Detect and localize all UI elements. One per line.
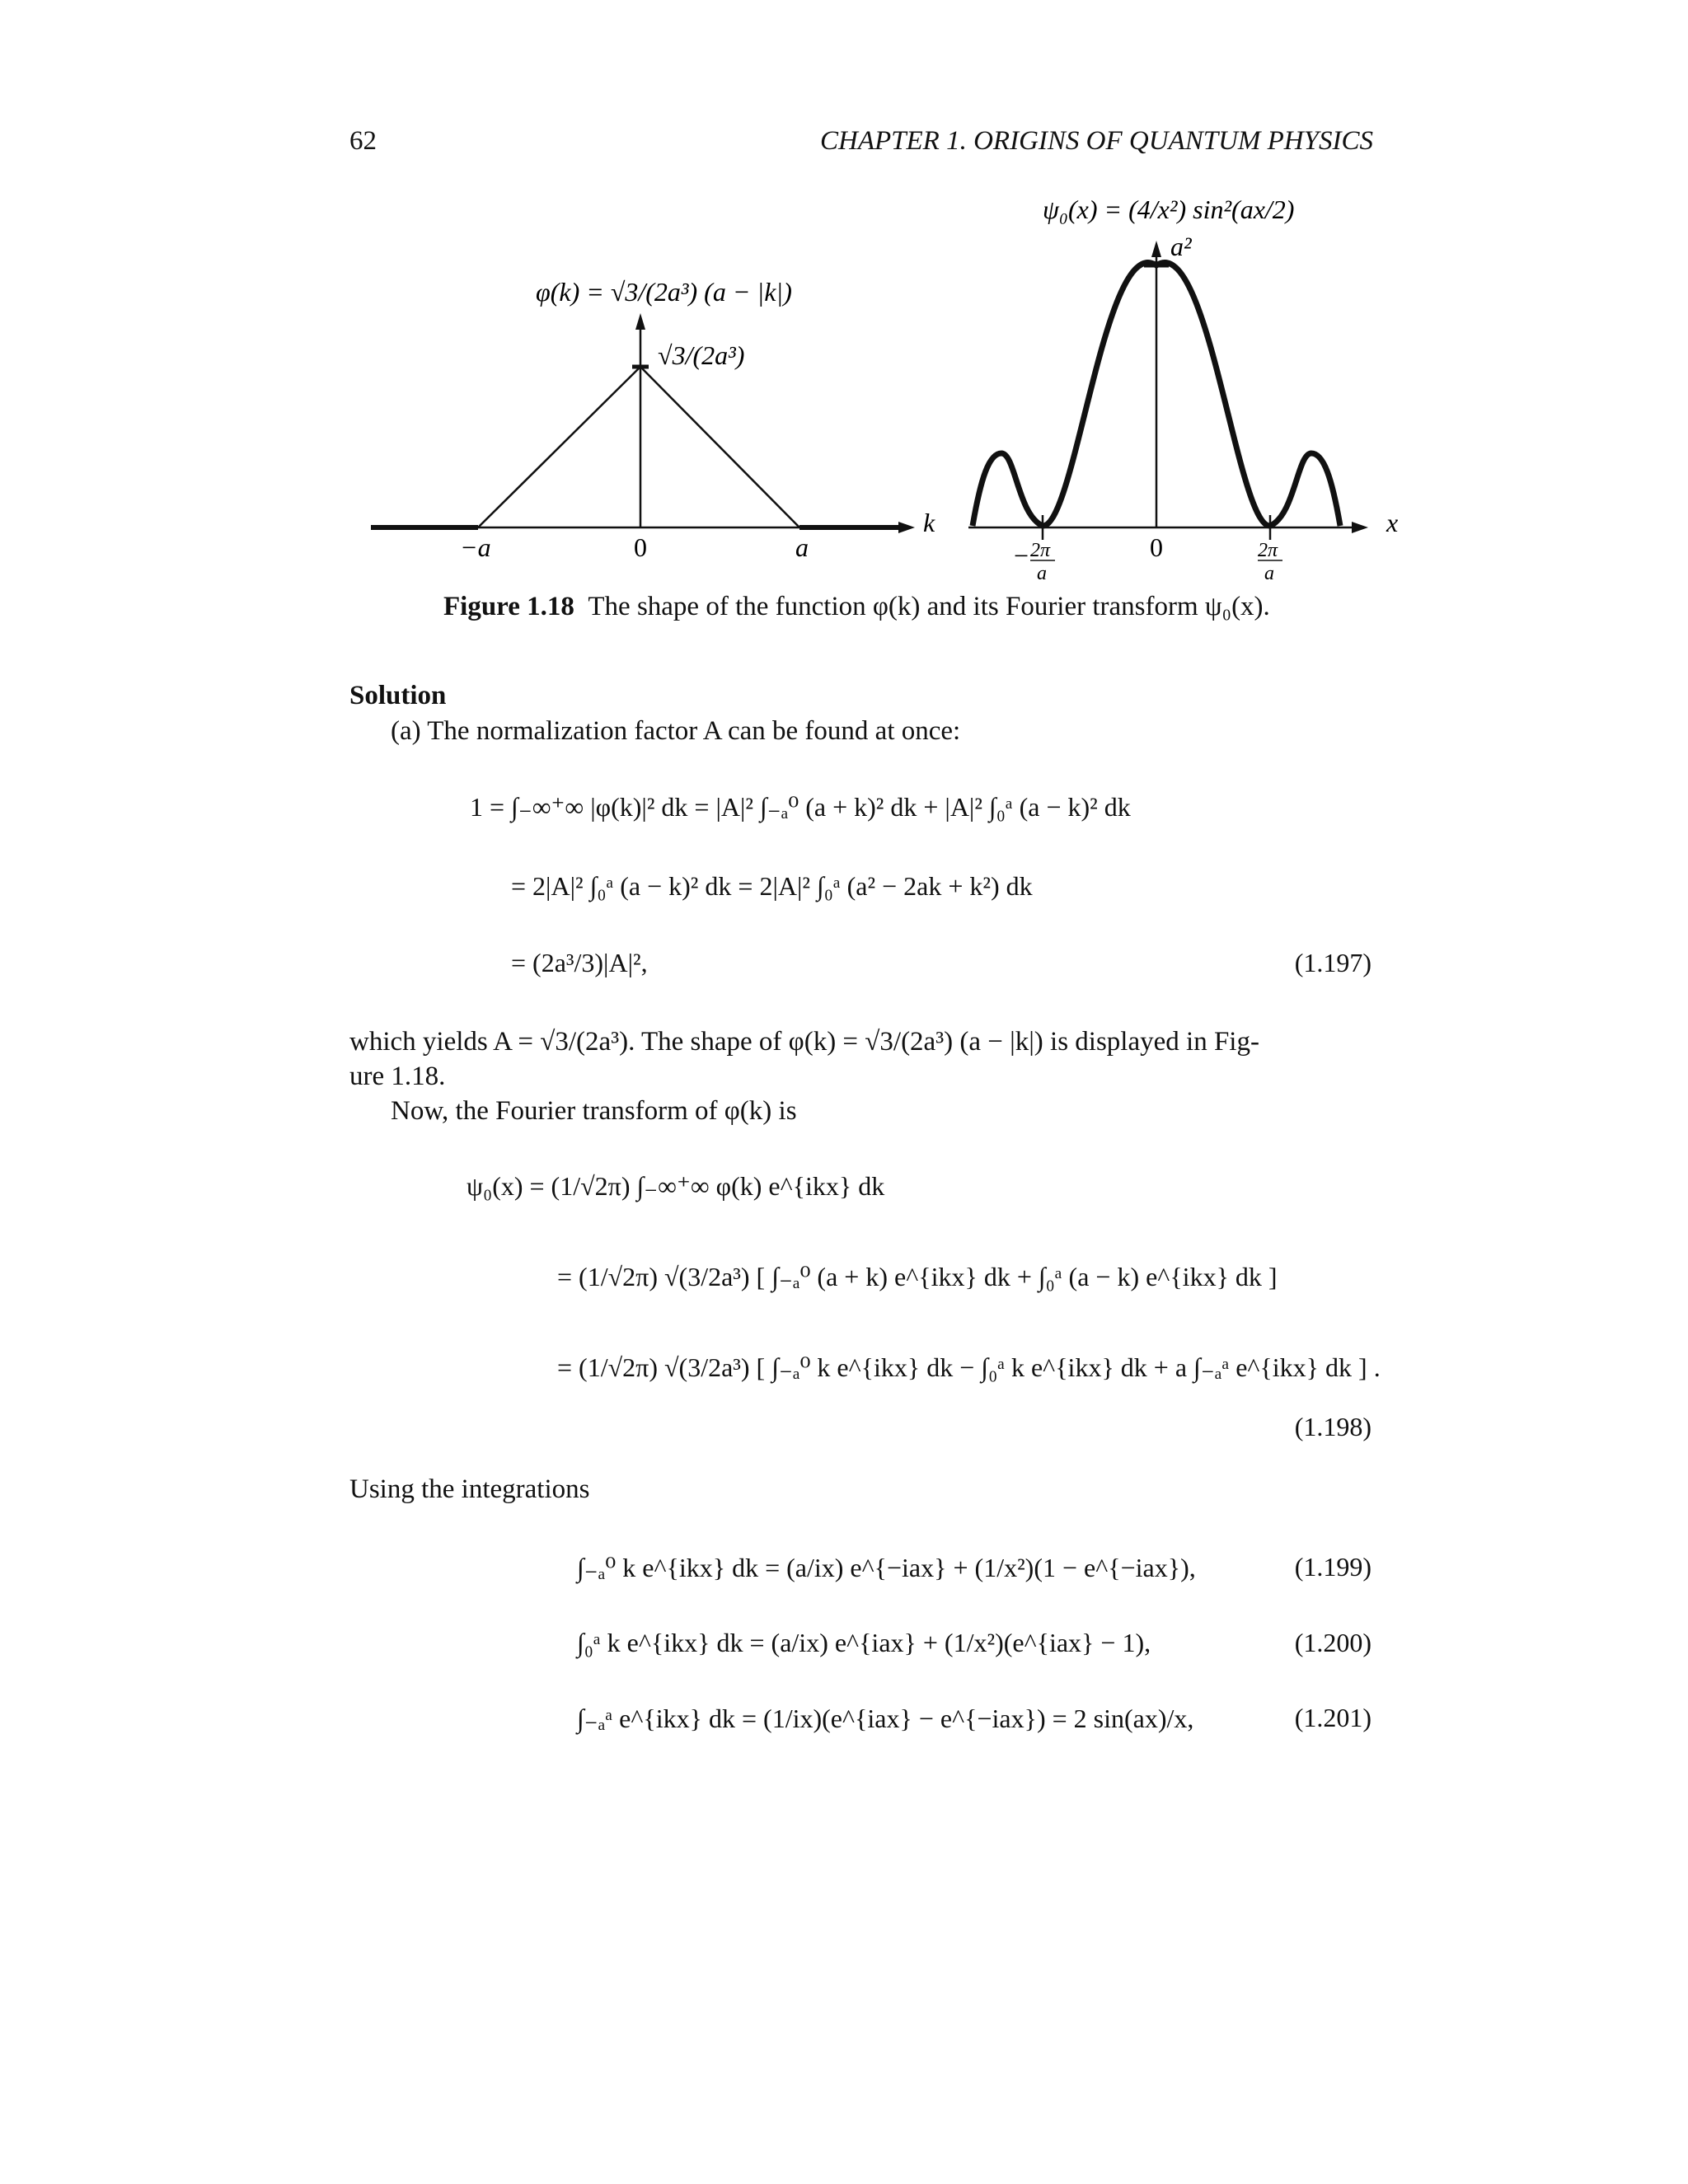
yields-line-2: ure 1.18. bbox=[349, 1062, 446, 1091]
eq-1200-number: (1.200) bbox=[1294, 1628, 1372, 1657]
x-axis-arrow bbox=[1352, 522, 1368, 533]
psi-peak-label: a² bbox=[1170, 232, 1192, 261]
solution-heading: Solution bbox=[349, 681, 447, 710]
tick-neg-num: 2π bbox=[1030, 540, 1051, 561]
k-axis-label: k bbox=[923, 508, 935, 537]
x-axis-label: x bbox=[1386, 508, 1399, 537]
eq-1201-number: (1.201) bbox=[1294, 1703, 1372, 1732]
using-integrations: Using the integrations bbox=[349, 1474, 590, 1504]
tick-zero-left: 0 bbox=[634, 532, 647, 562]
eq-1198-line-3: = (1/√2π) √(3/2a³) [ ∫₋ₐ⁰ k e^{ikx} dk − ∫₀ᵃ k e^{ikx} dk + a ∫₋ₐᵃ e^{ikx} dk ] . bbox=[557, 1352, 1381, 1382]
triangle-curve bbox=[478, 367, 799, 527]
fourier-intro: Now, the Fourier transform of φ(k) is bbox=[391, 1096, 797, 1126]
right-plot bbox=[968, 194, 1398, 584]
running-title: CHAPTER 1. ORIGINS OF QUANTUM PHYSICS bbox=[820, 126, 1373, 156]
eq-1200: ∫₀ᵃ k e^{ikx} dk = (a/ix) e^{iax} + (1/x²)(e^{iax} − 1), bbox=[577, 1628, 1151, 1657]
yields-line-1: which yields A = √3/(2a³). The shape of φ(k) = √3/(2a³) (a − |k|) is displayed in Fig- bbox=[349, 1027, 1259, 1057]
eq-1198-line-2: = (1/√2π) √(3/2a³) [ ∫₋ₐ⁰ (a + k) e^{ikx} dk + ∫₀ᵃ (a − k) e^{ikx} dk ] bbox=[557, 1262, 1278, 1291]
minus-sign: − bbox=[1014, 541, 1029, 570]
part-a-text: (a) The normalization factor A can be found at once: bbox=[391, 716, 961, 746]
tick-neg-den: a bbox=[1037, 563, 1047, 584]
eq-1198-number: (1.198) bbox=[1294, 1412, 1372, 1441]
figure-1-18 bbox=[346, 181, 1401, 610]
tick-neg-a: −a bbox=[460, 532, 491, 562]
eq-1197-line-1: 1 = ∫₋∞⁺∞ |φ(k)|² dk = |A|² ∫₋ₐ⁰ (a + k)² dk + |A|² ∫₀ᵃ (a − k)² dk bbox=[470, 792, 1131, 822]
tick-pos-num: 2π bbox=[1258, 540, 1278, 561]
phi-peak-label: √3/(2a³) bbox=[658, 340, 745, 370]
caption-label: Figure 1.18 bbox=[443, 592, 574, 621]
tick-pos-den: a bbox=[1264, 563, 1274, 584]
tick-a: a bbox=[795, 532, 809, 562]
eq-1197-line-3: = (2a³/3)|A|², bbox=[511, 948, 648, 977]
phi-axis-arrow bbox=[635, 313, 645, 330]
eq-1197-number: (1.197) bbox=[1294, 948, 1372, 977]
phi-function-label: φ(k) = √3/(2a³) (a − |k|) bbox=[536, 277, 792, 307]
caption-text: The shape of the function φ(k) and its Fourier transform ψ₀(x). bbox=[588, 592, 1270, 621]
eq-1201: ∫₋ₐᵃ e^{ikx} dk = (1/ix)(e^{iax} − e^{−iax}) = 2 sin(ax)/x, bbox=[577, 1704, 1194, 1733]
figure-caption bbox=[443, 589, 1270, 625]
left-plot bbox=[371, 277, 935, 562]
tick-zero-right: 0 bbox=[1150, 532, 1163, 562]
k-axis-arrow bbox=[898, 522, 915, 533]
eq-1199-number: (1.199) bbox=[1294, 1552, 1372, 1582]
eq-1197-line-2: = 2|A|² ∫₀ᵃ (a − k)² dk = 2|A|² ∫₀ᵃ (a² − 2ak + k²) dk bbox=[511, 871, 1033, 901]
eq-1198-line-1: ψ₀(x) = (1/√2π) ∫₋∞⁺∞ φ(k) e^{ikx} dk bbox=[467, 1171, 885, 1201]
eq-1199: ∫₋ₐ⁰ k e^{ikx} dk = (a/ix) e^{−iax} + (1/x²)(1 − e^{−iax}), bbox=[577, 1553, 1196, 1582]
page-number: 62 bbox=[349, 126, 377, 156]
psi-function-label: ψ₀(x) = (4/x²) sin²(ax/2) bbox=[1043, 194, 1295, 224]
psi-axis-arrow bbox=[1151, 241, 1161, 257]
